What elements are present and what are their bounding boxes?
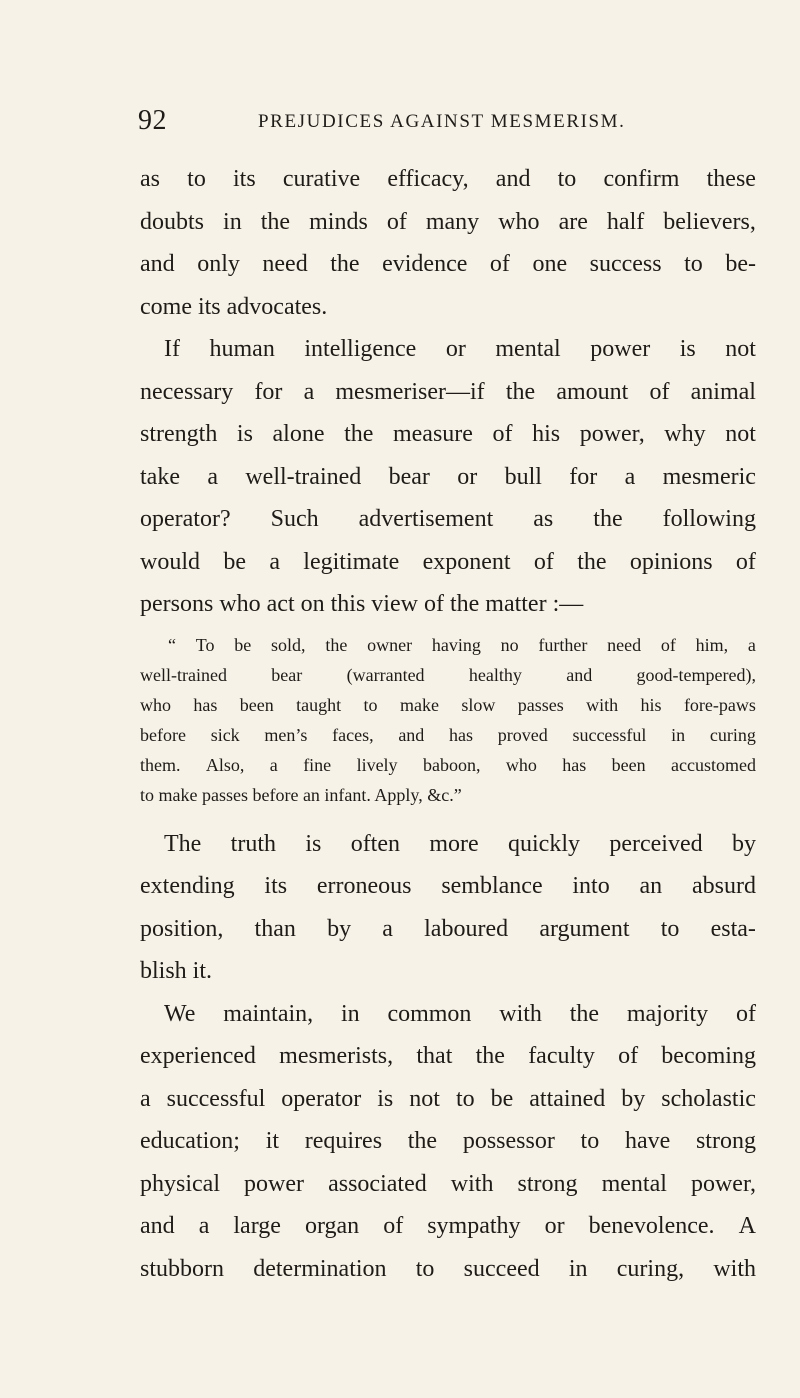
word: is <box>377 1085 394 1112</box>
word: proved <box>497 725 548 746</box>
word: that <box>416 1043 453 1070</box>
word: associated <box>328 1170 427 1197</box>
word: maintain, <box>223 1000 314 1027</box>
quote-line: to make passes before an infant. Apply, &c.” <box>140 785 462 806</box>
word: intelligence <box>304 336 417 362</box>
word: If <box>164 336 180 362</box>
word: his <box>532 421 561 447</box>
word: curing <box>709 725 756 746</box>
word: A <box>738 1213 756 1240</box>
text-line <box>140 498 756 541</box>
word: semblance <box>441 873 543 900</box>
word: animal <box>690 378 756 405</box>
word: majority <box>626 1000 709 1027</box>
word: having <box>431 634 481 655</box>
text-line <box>140 908 756 951</box>
word: necessary <box>140 378 234 405</box>
word: be <box>234 634 252 655</box>
word: power, <box>690 1170 756 1197</box>
word: absurd <box>691 873 756 900</box>
word: successful <box>572 725 647 746</box>
word: legitimate <box>303 548 400 575</box>
word: operator <box>281 1085 362 1112</box>
word: curing, <box>616 1255 685 1282</box>
quote-line <box>140 660 756 690</box>
word: confirm <box>603 166 680 192</box>
word: lively <box>356 755 398 776</box>
word: than <box>254 915 296 942</box>
word: to <box>187 166 206 192</box>
word: efficacy, <box>387 166 469 192</box>
word: successful <box>166 1085 266 1112</box>
word: to <box>455 1085 475 1112</box>
word: believers, <box>663 208 756 235</box>
word: only <box>197 251 240 277</box>
word: why <box>664 421 706 447</box>
quote-line <box>140 690 756 720</box>
word: as <box>140 166 160 192</box>
word: the <box>577 548 607 575</box>
quote-line <box>140 630 756 660</box>
word: of <box>533 548 554 575</box>
word: alone <box>272 421 325 447</box>
word: faculty <box>528 1043 595 1070</box>
word: take <box>140 463 180 490</box>
page-number: 92 <box>138 105 167 136</box>
word: the <box>593 506 623 532</box>
word: the <box>569 1000 600 1027</box>
word: or <box>457 463 478 490</box>
word: exponent <box>422 548 511 575</box>
quote-line <box>140 750 756 780</box>
word: a <box>303 378 315 405</box>
word: Such <box>270 506 319 532</box>
word: mental <box>495 336 561 362</box>
word: advertisement <box>358 506 494 532</box>
text-line: persons who act on this view of the matter :— <box>140 591 584 617</box>
word: bear <box>388 463 430 490</box>
word: of <box>735 548 756 575</box>
word: to <box>660 915 680 942</box>
word: mesmeriser—if <box>335 378 485 405</box>
word: a <box>140 1085 151 1112</box>
word: in <box>223 208 242 235</box>
word: make <box>399 694 439 715</box>
word: erroneous <box>316 873 412 900</box>
word: succeed <box>463 1255 540 1282</box>
running-title: PREJUDICES AGAINST MESMERISM. <box>258 111 626 132</box>
text-line: come its advocates. <box>140 293 328 320</box>
word: strength <box>140 421 218 447</box>
word: or <box>445 336 466 362</box>
word: and <box>495 166 531 192</box>
word: to <box>363 694 378 715</box>
word: who <box>505 755 537 776</box>
word: more <box>429 830 479 857</box>
word: a <box>382 915 393 942</box>
word: need <box>607 634 642 655</box>
word: with <box>586 694 619 715</box>
word: and <box>140 251 175 277</box>
word: Also, <box>205 755 245 776</box>
word: a <box>269 548 280 575</box>
text-line <box>140 158 756 201</box>
word: an <box>639 873 663 900</box>
word: in <box>568 1255 588 1282</box>
word: We <box>164 1000 196 1027</box>
word: healthy <box>468 664 522 685</box>
word: to <box>415 1255 435 1282</box>
word: attained <box>529 1085 606 1112</box>
word: of <box>618 1043 639 1070</box>
word: been <box>239 694 274 715</box>
body-text <box>140 158 756 1290</box>
word: mesmerists, <box>279 1043 394 1070</box>
word: these <box>706 166 756 192</box>
word: position, <box>140 915 224 942</box>
word: has <box>193 694 218 715</box>
word: human <box>209 336 275 362</box>
word: be <box>223 548 246 575</box>
word: experienced <box>140 1043 256 1070</box>
word: mesmeric <box>662 463 756 490</box>
word: one <box>532 251 568 277</box>
word: with <box>713 1255 756 1282</box>
word: in <box>340 1000 360 1027</box>
word: the <box>407 1128 438 1155</box>
word: strong <box>517 1170 578 1197</box>
word: “ <box>168 634 176 655</box>
word: of <box>649 378 670 405</box>
word: the <box>344 421 374 447</box>
word: of <box>492 421 513 447</box>
word: bull <box>504 463 542 490</box>
word: curative <box>282 166 361 192</box>
word: his <box>640 694 662 715</box>
text-line <box>140 1078 756 1121</box>
text-line <box>140 371 756 414</box>
word: laboured <box>424 915 509 942</box>
text-line <box>140 328 756 371</box>
word: good-tempered), <box>636 664 756 685</box>
word: extending <box>140 873 235 900</box>
word: fore-paws <box>683 694 756 715</box>
paragraph-1 <box>140 158 756 328</box>
word: fine <box>303 755 332 776</box>
word: its <box>264 873 288 900</box>
word: owner <box>367 634 413 655</box>
word: operator? <box>140 506 231 532</box>
word: accustomed <box>671 755 756 776</box>
word: and <box>398 725 425 746</box>
word: minds <box>309 208 368 235</box>
paragraph-4 <box>140 993 756 1291</box>
word: evidence <box>382 251 468 277</box>
word: power <box>244 1170 305 1197</box>
word: many <box>425 208 480 235</box>
word: To <box>195 634 215 655</box>
word: strong <box>695 1128 756 1155</box>
word: the <box>330 251 360 277</box>
word: would <box>140 548 200 575</box>
word: possessor <box>462 1128 555 1155</box>
word: has <box>562 755 587 776</box>
word: baboon, <box>422 755 481 776</box>
running-head <box>138 104 658 138</box>
word: him, <box>695 634 729 655</box>
word: often <box>350 830 400 857</box>
word: to <box>557 166 577 192</box>
word: who <box>140 694 171 715</box>
word: men’s <box>264 725 308 746</box>
word: bear <box>271 664 303 685</box>
word: esta- <box>710 915 756 942</box>
word: be- <box>725 251 756 277</box>
word: organ <box>304 1213 360 1240</box>
word: of <box>660 634 676 655</box>
word: amount <box>556 378 629 405</box>
word: sympathy <box>427 1213 521 1240</box>
word: sick <box>210 725 240 746</box>
text-line <box>140 993 756 1036</box>
word: not <box>725 336 756 362</box>
word: been <box>611 755 646 776</box>
word: by <box>327 915 352 942</box>
word: to <box>684 251 703 277</box>
word: not <box>409 1085 440 1112</box>
text-line <box>140 456 756 499</box>
word: a <box>747 634 756 655</box>
word: determination <box>253 1255 387 1282</box>
word: argument <box>539 915 630 942</box>
word: quickly <box>508 830 580 857</box>
word: doubts <box>140 208 205 235</box>
quote-line <box>140 720 756 750</box>
word: faces, <box>332 725 374 746</box>
word: the <box>260 208 291 235</box>
word: and <box>566 664 593 685</box>
word: common <box>387 1000 472 1027</box>
word: a <box>624 463 636 490</box>
word: half <box>606 208 645 235</box>
text-line <box>140 541 756 584</box>
word: be <box>490 1085 514 1112</box>
word: a <box>207 463 218 490</box>
word: requires <box>304 1128 383 1155</box>
word: opinions <box>629 548 713 575</box>
word: a <box>269 755 278 776</box>
word: in <box>671 725 686 746</box>
word: is <box>679 336 696 362</box>
word: The <box>164 830 202 857</box>
word: it <box>265 1128 280 1155</box>
word: the <box>325 634 348 655</box>
word: for <box>254 378 283 405</box>
word: of <box>489 251 510 277</box>
word: who <box>498 208 540 235</box>
word: well-trained <box>140 664 227 685</box>
word: has <box>449 725 474 746</box>
word: for <box>569 463 598 490</box>
text-line <box>140 1205 756 1248</box>
word: truth <box>230 830 276 857</box>
word: the <box>475 1043 505 1070</box>
word: physical <box>140 1170 220 1197</box>
word: need <box>262 251 308 277</box>
word: its <box>233 166 256 192</box>
text-line <box>140 1120 756 1163</box>
word: of <box>735 1000 756 1027</box>
advertisement-quote <box>140 630 756 811</box>
word: with <box>450 1170 494 1197</box>
word: by <box>621 1085 646 1112</box>
word: a <box>198 1213 210 1240</box>
text-line <box>140 1163 756 1206</box>
word: is <box>305 830 322 857</box>
text-line <box>140 1035 756 1078</box>
word: perceived <box>609 830 703 857</box>
text-line <box>140 865 756 908</box>
word: them. <box>140 755 181 776</box>
word: following <box>662 506 756 532</box>
word: scholastic <box>661 1085 756 1112</box>
word: sold, <box>271 634 306 655</box>
word: (warranted <box>346 664 425 685</box>
word: of <box>383 1213 404 1240</box>
word: of <box>386 208 407 235</box>
word: passes <box>517 694 564 715</box>
word: large <box>233 1213 281 1240</box>
word: and <box>140 1213 175 1240</box>
word: further <box>538 634 588 655</box>
word: stubborn <box>140 1255 224 1282</box>
word: education; <box>140 1128 240 1155</box>
word: into <box>572 873 610 900</box>
word: or <box>544 1213 565 1240</box>
word: is <box>236 421 253 447</box>
text-line <box>140 243 756 286</box>
word: by <box>731 830 756 857</box>
text-line <box>140 823 756 866</box>
word: not <box>725 421 756 447</box>
word: taught <box>296 694 342 715</box>
word: mental <box>601 1170 667 1197</box>
text-line: blish it. <box>140 958 213 985</box>
paragraph-2 <box>140 328 756 626</box>
word: as <box>533 506 554 532</box>
word: slow <box>461 694 496 715</box>
text-line <box>140 413 756 456</box>
word: measure <box>392 421 473 447</box>
word: to <box>580 1128 600 1155</box>
word: have <box>624 1128 671 1155</box>
word: benevolence. <box>588 1213 715 1240</box>
text-line <box>140 201 756 244</box>
word: the <box>505 378 536 405</box>
word: no <box>500 634 519 655</box>
word: are <box>558 208 588 235</box>
word: with <box>499 1000 542 1027</box>
text-line <box>140 1248 756 1291</box>
word: power, <box>579 421 645 447</box>
word: well-trained <box>245 463 362 490</box>
word: before <box>140 725 186 746</box>
word: power <box>590 336 651 362</box>
word: success <box>589 251 662 277</box>
word: becoming <box>661 1043 756 1070</box>
paragraph-3 <box>140 823 756 993</box>
